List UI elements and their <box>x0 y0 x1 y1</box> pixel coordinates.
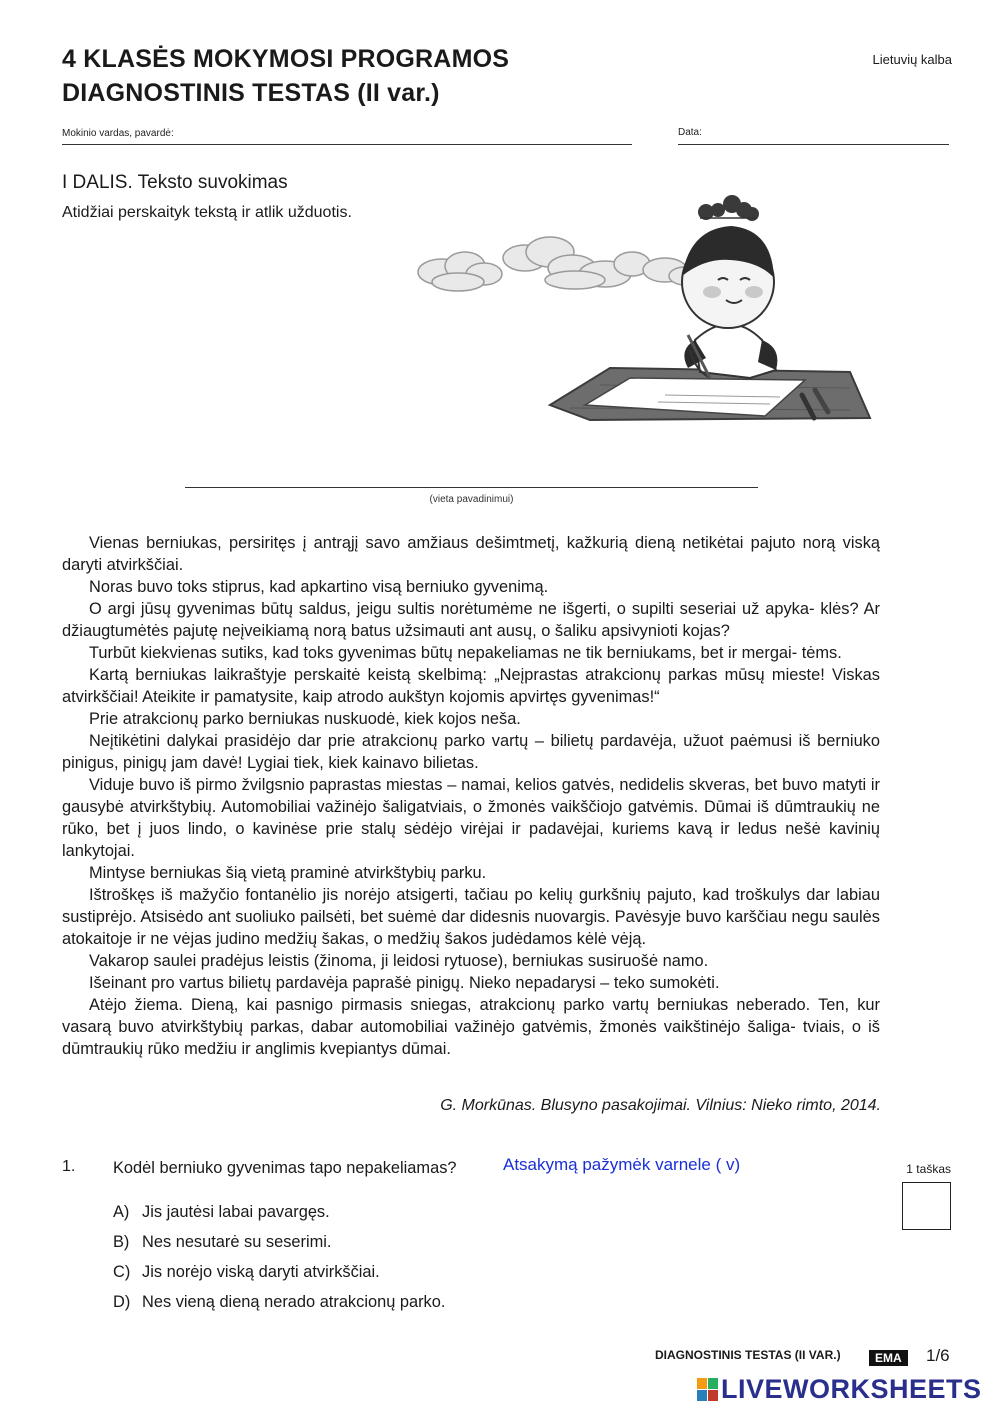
story-paragraph: Prie atrakcionų parko berniukas nuskuodė, kiek kojos neša. <box>89 710 521 728</box>
story-paragraph: Noras buvo toks stiprus, kad apkartino visą berniuko gyvenimą. <box>89 578 549 596</box>
option-text: Nes nesutarė su seserimi. <box>142 1233 332 1251</box>
points-label: 1 taškas <box>906 1162 951 1176</box>
page-number: 1/6 <box>926 1346 950 1365</box>
option-d[interactable] <box>113 1290 445 1320</box>
story-paragraph: O argi jūsų gyvenimas būtų saldus, jeigu sultis norėtumėme ne išgerti, o supilti seseriai už apyka- klės? Ar džiaugtumėtės pajutę neįveikiamą norą batus užsimauti ant ausų, o šaliku apsivynioti kojas? <box>62 600 880 640</box>
story-paragraph: Mintyse berniukas šią vietą praminė atvirkštybių parku. <box>89 864 487 882</box>
answer-hint: Atsakymą pažymėk varnele ( v) <box>503 1155 741 1174</box>
option-b[interactable] <box>113 1230 445 1260</box>
liveworksheets-logo-icon <box>697 1378 719 1402</box>
option-text: Nes vieną dieną nerado atrakcionų parko. <box>142 1293 446 1311</box>
question-text: Kodėl berniuko gyvenimas tapo nepakeliamas? <box>113 1159 457 1177</box>
date-line[interactable] <box>678 144 949 145</box>
student-name-line[interactable] <box>62 144 632 145</box>
instruction: Atidžiai perskaityk tekstą ir atlik užduotis. <box>62 204 352 221</box>
story-paragraph: Ištroškęs iš mažyčio fontanėlio jis norėjo atsigerti, tačiau po kelių gurkšnių pajuto, kad troškulys dar labiau sustiprėjo. Atsisėdo ant suoliuko pailsėti, bet suėmė dar didesnis nuovargis. Pavėsyje buvo karščiau negu saulės atokaitoje ir ne vėjas judino medžių šakas, o medžių šakos judėdamos kėlė vėją. <box>62 886 880 948</box>
part-title: I DALIS. Teksto suvokimas <box>62 172 288 193</box>
story-paragraph: Išeinant pro vartus bilietų pardavėja paprašė pinigų. Nieko nepadarysi – teko sumokėti. <box>89 974 720 992</box>
option-letter: A) <box>113 1203 130 1221</box>
option-letter: D) <box>113 1293 131 1311</box>
title-caption: (vieta pavadinimui) <box>429 494 514 505</box>
story-paragraph: Vienas berniukas, persiritęs į antrąjį savo amžiaus dešimtmetį, kažkurią dieną netikėtai pajuto norą viską daryti atvirkščiai. <box>62 534 880 574</box>
option-c[interactable] <box>113 1260 445 1290</box>
question-number: 1. <box>62 1158 76 1175</box>
title-answer-line[interactable] <box>185 487 758 488</box>
option-letter: C) <box>113 1263 131 1281</box>
option-a[interactable] <box>113 1200 445 1230</box>
trees-icon <box>698 195 759 221</box>
story-text <box>62 532 880 1060</box>
date-label: Data: <box>678 127 702 138</box>
story-paragraph: Vakarop saulei pradėjus leistis (žinoma, ji leidosi rytuose), berniukas susiruošė namo. <box>89 952 709 970</box>
footer-label: DIAGNOSTINIS TESTAS (II VAR.) <box>655 1348 841 1362</box>
title-line-2: DIAGNOSTINIS TESTAS (II var.) <box>62 79 440 107</box>
clouds-icon <box>418 237 701 291</box>
story-paragraph: Atėjo žiema. Dieną, kai pasnigo pirmasis sniegas, atrakcionų parko vartų berniukas neberado. Ten, kur vasarą buvo atvirkštybių parkas, dabar automobiliai važinėjo gatvėmis, žmonės vaikštinėjo šaliga- tviais, o iš dūmtraukių rūko medžiu ir anglimis kvepiantys dūmai. <box>62 996 880 1058</box>
story-paragraph: Kartą berniukas laikraštyje perskaitė keistą skelbimą: „Neįprastas atrakcionų parkas mūsų mieste! Viskas atvirkščiai! Ateikite ir pamatysite, kaip atrodo aukštyn kojomis apvirtęs gyvenimas!“ <box>62 666 880 706</box>
student-name-label: Mokinio vardas, pavardė: <box>62 128 174 139</box>
points-box[interactable] <box>902 1182 951 1230</box>
boy-writing-illustration-icon <box>410 190 880 440</box>
option-letter: B) <box>113 1233 130 1251</box>
answer-options <box>113 1200 445 1320</box>
liveworksheets-brand[interactable]: LIVEWORKSHEETS <box>721 1374 982 1404</box>
option-text: Jis norėjo viską daryti atvirkščiai. <box>142 1263 380 1281</box>
subject-label: Lietuvių kalba <box>872 52 952 67</box>
story-paragraph: Turbūt kiekvienas sutiks, kad toks gyvenimas būtų nepakeliamas ne tik berniukams, bet ir mergai- tėms. <box>89 644 842 662</box>
story-paragraph: Viduje buvo iš pirmo žvilgsnio paprastas miestas – namai, kelios gatvės, nedidelis skveras, bet buvo matyti ir gausybė atvirkštybių. Automobiliai važinėjo šaligatviais, o žmonės vaikščiojo gatvėmis. Dūmai iš dūmtraukių ne rūko, bet į juos lindo, o kavinėse prie stalų sėdėjo virėjai ir padavėjai, kuriems kavą ir ledus nešė kavinių lankytojai. <box>62 776 880 860</box>
footer-badge: EMA <box>869 1350 908 1366</box>
option-text: Jis jautėsi labai pavargęs. <box>142 1203 330 1221</box>
test-title <box>62 42 509 110</box>
story-paragraph: Neįtikėtini dalykai prasidėjo dar prie atrakcionų parko vartų – bilietų pardavėja, užuot paėmusi iš berniuko pinigus, pinigų jam davė! Lygiai tiek, kiek kainavo bilietas. <box>62 732 880 772</box>
title-line-1: 4 KLASĖS MOKYMOSI PROGRAMOS <box>62 45 510 73</box>
story-source: G. Morkūnas. Blusyno pasakojimai. Vilnius: Nieko rimto, 2014. <box>440 1097 881 1114</box>
